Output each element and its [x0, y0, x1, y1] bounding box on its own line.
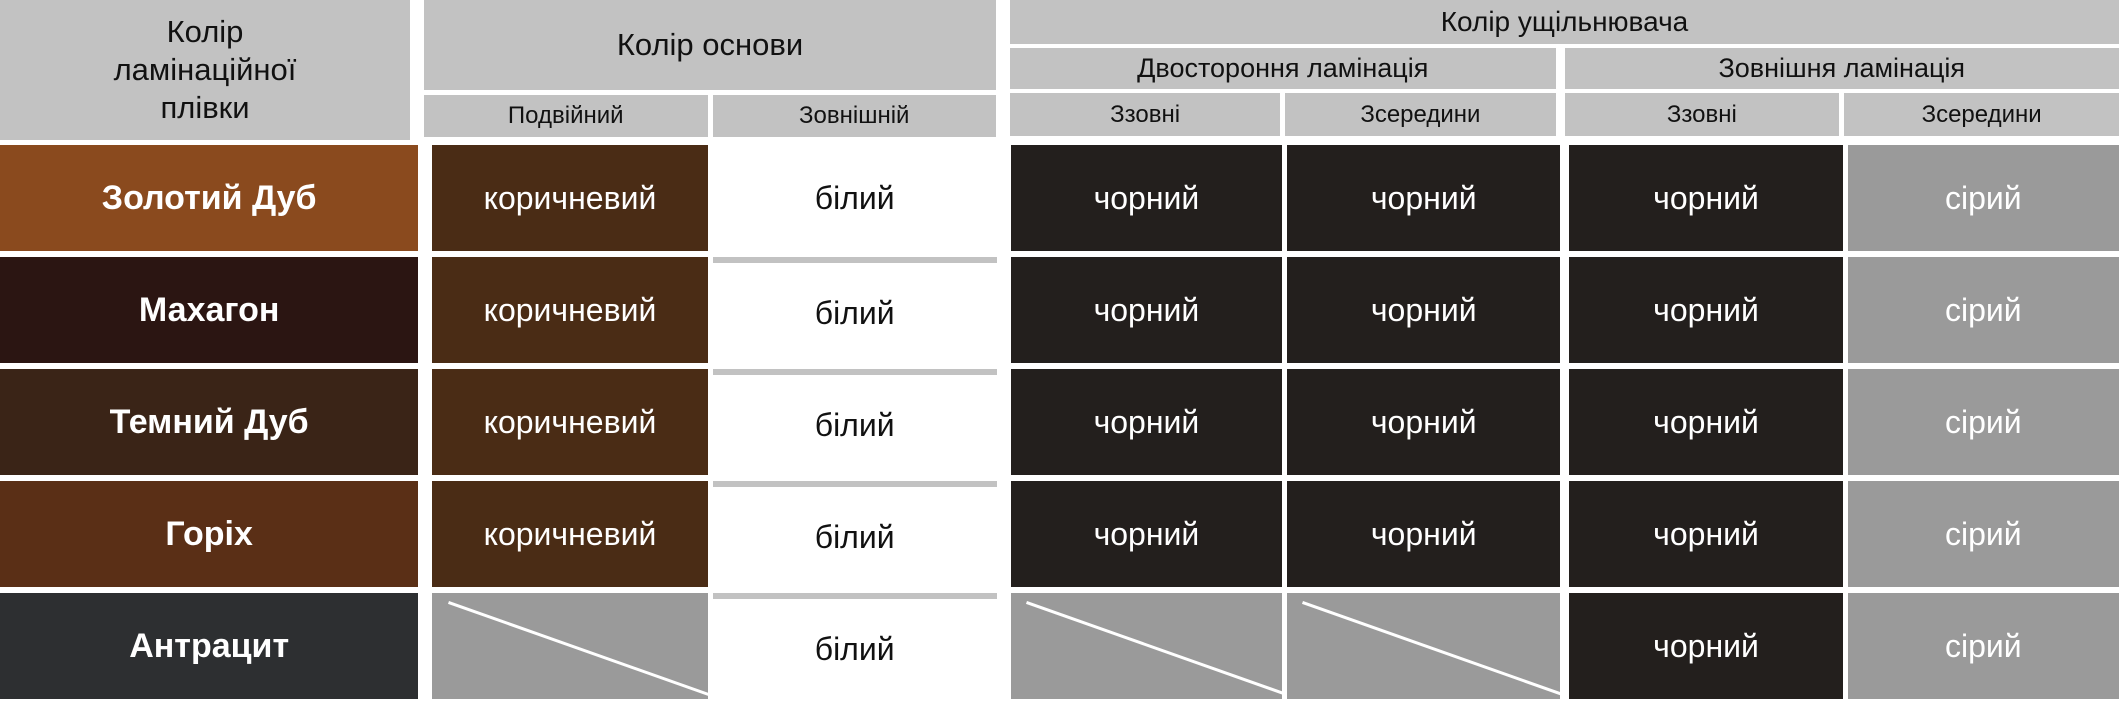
seal-outer-outside-cell: чорний: [1569, 369, 1842, 475]
header-seal-double-sub-inside: Зсередини: [1285, 93, 1555, 141]
seal-double-inside-cell: [1287, 593, 1560, 699]
film-color-swatch: Антрацит: [0, 593, 418, 699]
header-seal-color-group: [1010, 0, 2119, 145]
seal-outer-outside-cell: чорний: [1569, 481, 1842, 587]
table-row: [0, 369, 2119, 475]
header-base-color-title: Колір основи: [424, 0, 996, 95]
base-color-outer-cell: білий: [713, 257, 997, 363]
base-color-double-cell: коричневий: [432, 369, 707, 475]
seal-outer-outside-cell: чорний: [1569, 593, 1842, 699]
base-color-outer-cell: білий: [713, 145, 997, 251]
seal-outer-inside-cell: сірий: [1848, 369, 2119, 475]
film-color-swatch: Золотий Дуб: [0, 145, 418, 251]
seal-double-outside-cell: [1011, 593, 1282, 699]
header-film-color-line-1: Колір: [166, 14, 244, 50]
base-color-double-cell: [432, 593, 707, 699]
header-seal-group-double-lamination: [1010, 48, 1565, 141]
base-color-double-cell: коричневий: [432, 145, 707, 251]
seal-outer-inside-cell: сірий: [1848, 593, 2119, 699]
table-body: [0, 145, 2119, 699]
base-color-double-cell: коричневий: [432, 481, 707, 587]
header-film-color-line-2: ламінаційної: [113, 52, 297, 88]
header-seal-group-double-title: Двостороння ламінація: [1010, 48, 1556, 93]
header-seal-double-sub-outside: Ззовні: [1010, 93, 1285, 141]
header-base-sub-double: Подвійний: [424, 95, 713, 142]
seal-double-inside-cell: чорний: [1287, 369, 1560, 475]
film-color-swatch: Махагон: [0, 257, 418, 363]
seal-outer-inside-cell: сірий: [1848, 257, 2119, 363]
header-base-subrow: [424, 95, 996, 142]
header-base-sub-outer: Зовнішній: [713, 95, 997, 142]
header-seal-group-double-subs: [1010, 93, 1556, 141]
header-seal-color-title: Колір ущільнювача: [1010, 0, 2119, 48]
base-color-outer-cell: білий: [713, 593, 997, 699]
header-seal-group-outer-lamination: [1565, 48, 2119, 141]
seal-double-outside-cell: чорний: [1011, 369, 1282, 475]
seal-double-inside-cell: чорний: [1287, 257, 1560, 363]
header-base-color-group: [424, 0, 1010, 145]
table-row: [0, 593, 2119, 699]
base-color-outer-cell: білий: [713, 481, 997, 587]
seal-double-inside-cell: чорний: [1287, 481, 1560, 587]
table-row: [0, 257, 2119, 363]
table-row: [0, 145, 2119, 251]
header-seal-group-outer-subs: [1565, 93, 2119, 141]
header-film-color-line-3: плівки: [160, 89, 250, 125]
table-header: [0, 0, 2119, 145]
base-color-outer-cell: білий: [713, 369, 997, 475]
seal-double-outside-cell: чорний: [1011, 145, 1282, 251]
seal-outer-outside-cell: чорний: [1569, 257, 1842, 363]
header-seal-outer-sub-outside: Ззовні: [1565, 93, 1845, 141]
header-seal-outer-sub-inside: Зсередини: [1844, 93, 2119, 141]
seal-double-outside-cell: чорний: [1011, 257, 1282, 363]
seal-double-outside-cell: чорний: [1011, 481, 1282, 587]
seal-outer-inside-cell: сірий: [1848, 481, 2119, 587]
header-film-color: [0, 0, 424, 145]
film-color-swatch: Темний Дуб: [0, 369, 418, 475]
base-color-double-cell: коричневий: [432, 257, 707, 363]
seal-outer-outside-cell: чорний: [1569, 145, 1842, 251]
seal-double-inside-cell: чорний: [1287, 145, 1560, 251]
header-seal-subgroups: [1010, 48, 2119, 141]
seal-outer-inside-cell: сірий: [1848, 145, 2119, 251]
table-row: [0, 481, 2119, 587]
film-color-swatch: Горіх: [0, 481, 418, 587]
header-seal-group-outer-title: Зовнішня ламінація: [1565, 48, 2119, 93]
